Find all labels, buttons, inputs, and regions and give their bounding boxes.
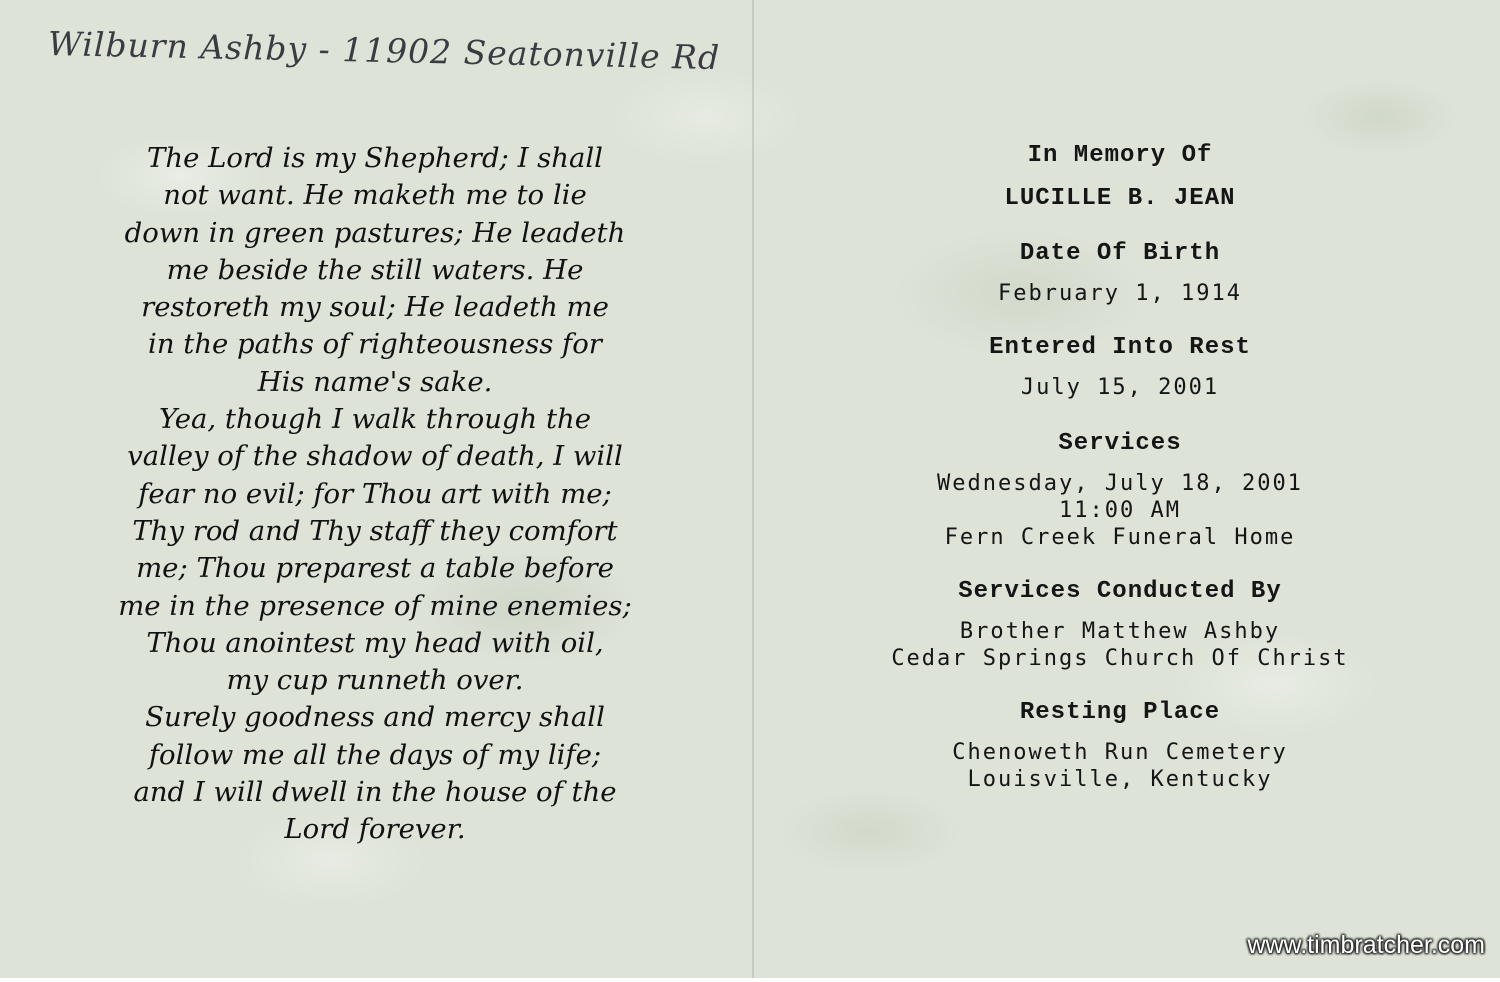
psalm-line: restoreth my soul; He leadeth me [141, 291, 609, 324]
psalm-line: His name's sake. [257, 365, 493, 398]
conducted-by: Brother Matthew Ashby [959, 619, 1281, 644]
services-heading: Services [1058, 430, 1182, 457]
card-fold-line [752, 0, 754, 978]
psalm-line: follow me all the days of my life; [148, 738, 602, 771]
resting-cemetery: Chenoweth Run Cemetery [952, 740, 1288, 765]
psalm-line: Yea, though I walk through the [158, 403, 591, 436]
handwritten-note: Wilburn Ashby - 11902 Seatonville Rd [47, 24, 721, 78]
psalm-line: me; Thou preparest a table before [136, 552, 614, 585]
deceased-name: LUCILLE B. JEAN [1004, 185, 1236, 212]
conducted-heading: Services Conducted By [958, 578, 1282, 605]
rest-date: July 15, 2001 [1020, 375, 1220, 400]
resting-heading: Resting Place [1019, 699, 1221, 726]
psalm-line: down in green pastures; He leadeth [124, 216, 626, 249]
psalm-line: Lord forever. [284, 813, 466, 846]
rest-heading: Entered Into Rest [989, 334, 1251, 361]
psalm-line: The Lord is my Shepherd; I shall [147, 142, 603, 174]
memorial-details [820, 136, 1420, 792]
birth-heading: Date Of Birth [1019, 240, 1221, 267]
birth-date: February 1, 1914 [998, 281, 1242, 306]
psalm-line: not want. He maketh me to lie [163, 179, 587, 212]
scan-bottom-edge [0, 978, 1500, 982]
psalm-line: me in the presence of mine enemies; [118, 589, 632, 622]
psalm-line: in the paths of righteousness for [148, 328, 602, 361]
psalm-line: Surely goodness and mercy shall [145, 701, 605, 734]
psalm-line: fear no evil; for Thou art with me; [138, 477, 612, 510]
psalm-line: Thou anointest my head with oil, [146, 626, 604, 659]
services-place: Fern Creek Funeral Home [944, 525, 1296, 550]
watermark: www.timbratcher.com [1247, 931, 1485, 959]
services-time: 11:00 AM [1059, 498, 1181, 523]
psalm-line: valley of the shadow of death, I will [127, 440, 623, 473]
psalm-line: me beside the still waters. He [166, 253, 584, 286]
conducted-church: Cedar Springs Church Of Christ [891, 646, 1349, 671]
psalm-line: my cup runneth over. [226, 664, 524, 697]
services-date: Wednesday, July 18, 2001 [937, 471, 1303, 496]
psalm-23-text [95, 140, 655, 849]
resting-city: Louisville, Kentucky [967, 767, 1273, 792]
psalm-line: and I will dwell in the house of the [133, 776, 617, 809]
psalm-line: Thy rod and Thy staff they comfort [132, 514, 618, 547]
in-memory-of-heading: In Memory Of [1027, 142, 1213, 169]
